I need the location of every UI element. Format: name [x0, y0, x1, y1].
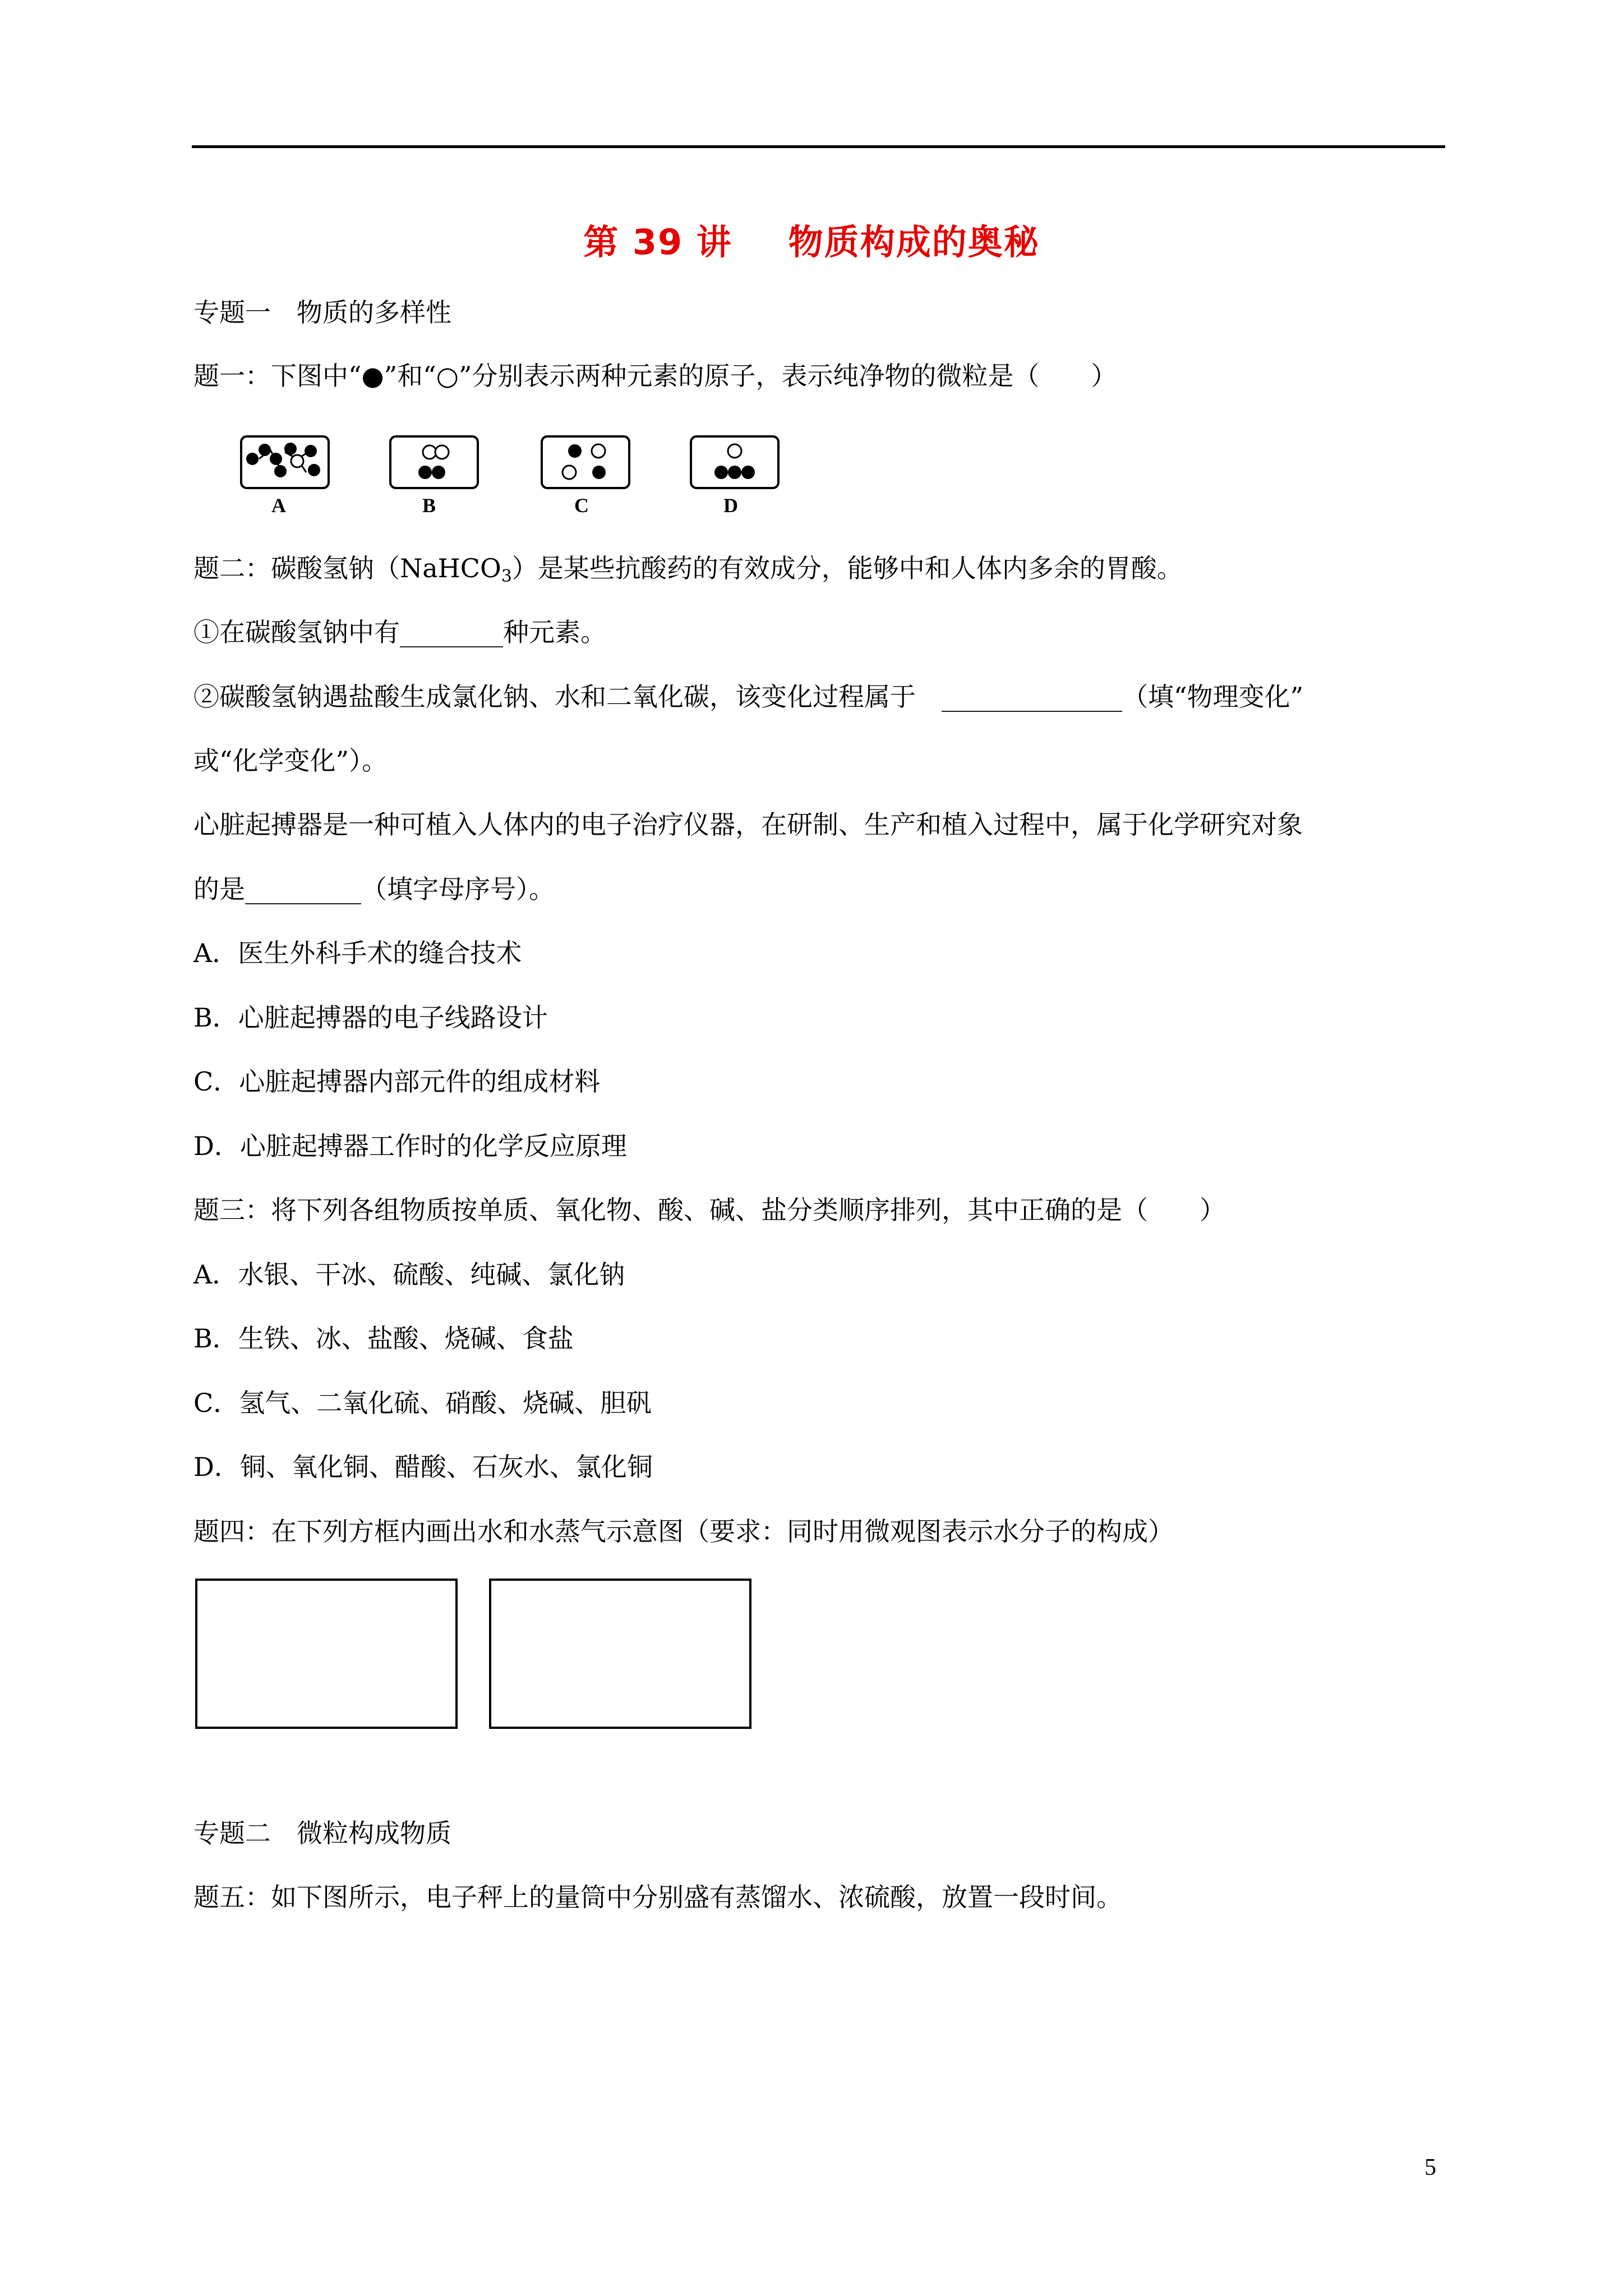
diagram-label-a: A: [271, 494, 286, 517]
formula-subscript: 3: [501, 567, 512, 586]
question-1-text: 题一：下图中“●”和“○”分别表示两种元素的原子，表示纯净物的微粒是（ ）: [193, 361, 1117, 391]
diagram-c: [542, 436, 629, 488]
page-number: 5: [1424, 2155, 1436, 2180]
diagram-d: [691, 436, 778, 488]
question-2-text: 题二：碳酸氢钠（NaHCO$_3$）是某些抗酸药的有效成分，能够中和人体内多余的胃酸。: [193, 553, 1183, 586]
header-rule: [192, 145, 1445, 148]
page-title: [0, 214, 1623, 264]
diagram-label-b: B: [422, 494, 436, 517]
question-3-option-b: B．生铁、冰、盐酸、烧碱、食盐: [193, 1323, 574, 1354]
question-2-part-1: ①在碳酸氢钠中有________种元素。: [193, 617, 606, 647]
section-one-heading: 专题一 物质的多样性: [193, 297, 451, 328]
question-2-part-2-line-2: 或“化学变化”）。: [193, 746, 388, 776]
question-3-text: 题三：将下列各组物质按单质、氧化物、酸、碱、盐分类顺序排列，其中正确的是（ ）: [193, 1195, 1225, 1225]
lecture-number: 第 39 讲: [583, 222, 732, 263]
question-3-option-c: C．氢气、二氧化硫、硝酸、烧碱、胆矾: [193, 1388, 652, 1418]
question-2-option-b: B．心脏起搏器的电子线路设计: [193, 1002, 548, 1033]
question-3-option-a: A．水银、干冰、硫酸、纯碱、氯化钠: [193, 1259, 625, 1290]
section-two-heading: 专题二 微粒构成物质: [193, 1818, 451, 1848]
question-2-part-2-line-1: ②碳酸氢钠遇盐酸生成氯化钠、水和二氧化碳，该变化过程属于 ______________（填“物理变化”: [193, 682, 1304, 712]
question-5-text: 题五：如下图所示，电子秤上的量筒中分别盛有蒸馏水、浓硫酸，放置一段时间。: [193, 1882, 1122, 1912]
question-2-option-a: A．医生外科手术的缝合技术: [193, 938, 522, 968]
diagram-label-d: D: [723, 494, 738, 517]
question-2-option-c: C．心脏起搏器内部元件的组成材料: [193, 1066, 601, 1097]
lecture-title: 物质构成的奥秘: [788, 222, 1040, 263]
question-3-option-d: D．铜、氧化铜、醋酸、石灰水、氯化铜: [193, 1452, 653, 1482]
particle-diagrams: [236, 432, 796, 533]
question-4-text: 题四：在下列方框内画出水和水蒸气示意图（要求：同时用微观图表示水分子的构成）: [193, 1516, 1174, 1547]
question-2-part-3-line-1: 心脏起搏器是一种可植入人体内的电子治疗仪器，在研制、生产和植入过程中，属于化学研究对象: [193, 809, 1303, 840]
diagram-a: [241, 436, 329, 488]
drawing-box-water-vapor[interactable]: [489, 1579, 751, 1729]
question-2-option-d: D．心脏起搏器工作时的化学反应原理: [193, 1131, 627, 1161]
question-2-part-3-line-2: 的是_________（填字母序号）。: [193, 874, 555, 904]
drawing-box-water[interactable]: [195, 1579, 458, 1729]
diagram-label-c: C: [574, 494, 589, 517]
diagram-b: [390, 436, 478, 488]
